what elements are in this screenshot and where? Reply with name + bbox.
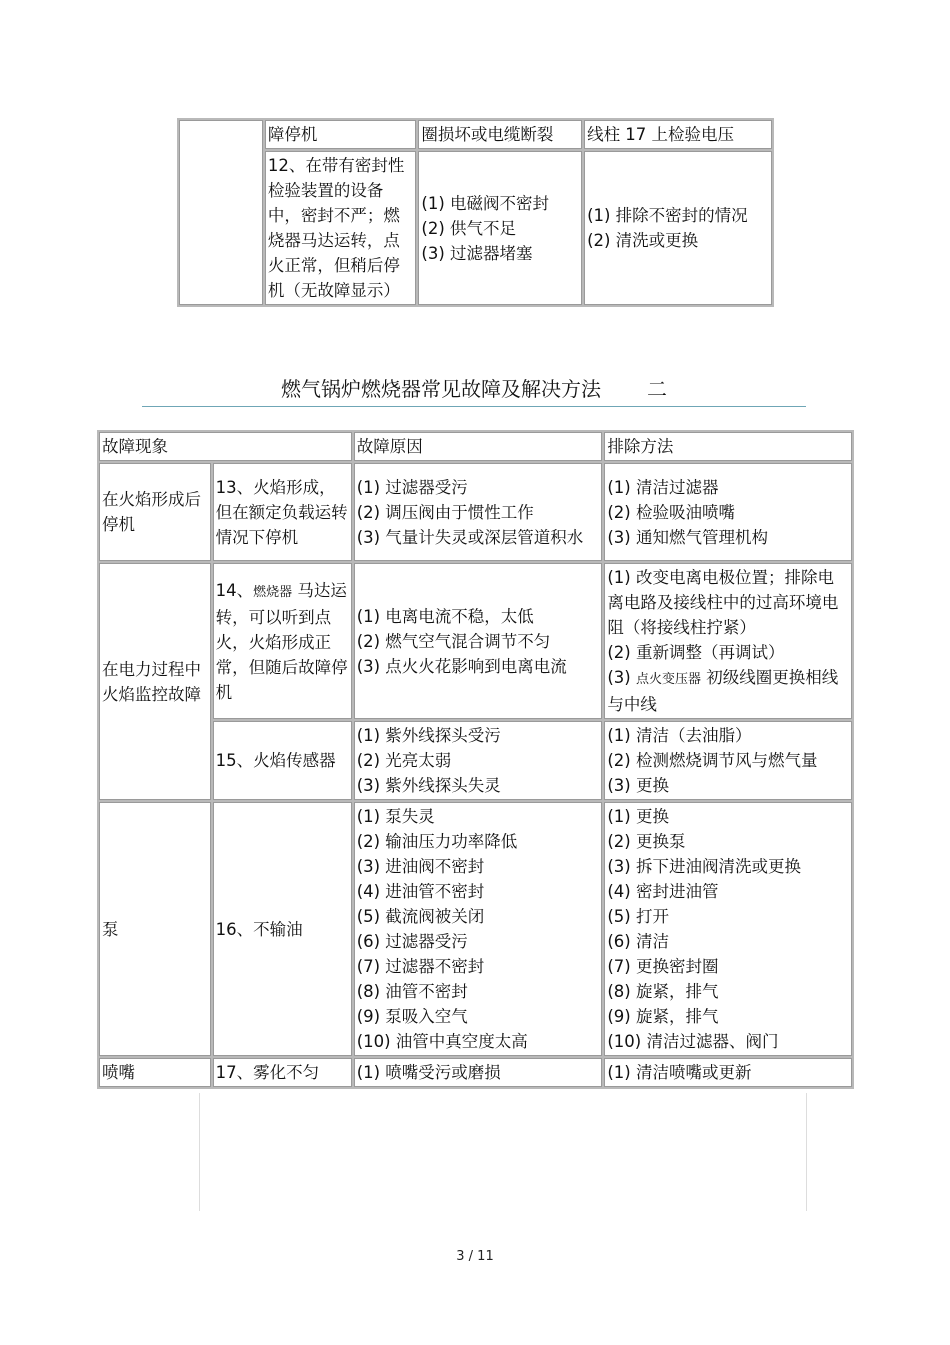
cause-item: (3) 紫外线探头失灵 xyxy=(356,776,501,795)
section-title-suffix: 二 xyxy=(647,377,667,401)
symptom-cell: 17、雾化不匀 xyxy=(213,1058,352,1087)
fix-cell xyxy=(584,151,772,305)
cause-item: (9) 泵吸入空气 xyxy=(356,1007,468,1026)
table-row xyxy=(179,120,772,149)
fix-cell xyxy=(604,463,852,561)
top-fault-table xyxy=(177,118,774,307)
cause-item: (4) 进油管不密封 xyxy=(356,882,485,901)
item-number: 14、 xyxy=(215,580,254,600)
fix-item: (2) 重新调整（再调试） xyxy=(607,643,785,662)
category-cell: 在电力过程中火焰监控故障 xyxy=(99,563,211,800)
fix-cell xyxy=(604,1058,852,1087)
section-title-text: 燃气锅炉燃烧器常见故障及解决方法 xyxy=(281,377,601,401)
divider xyxy=(199,1093,200,1211)
cause-item: (6) 过滤器受污 xyxy=(356,932,468,951)
fix-item: (1) 清洁（去油脂） xyxy=(607,726,752,745)
symptom-cell: 12、在带有密封性检验装置的设备中，密封不严；燃烧器马达运转，点火正常，但稍后停机（无故障显示） xyxy=(265,151,417,305)
table-row xyxy=(99,1058,852,1087)
cause-item: (8) 油管不密封 xyxy=(356,982,468,1001)
fix-item: (3) 更换 xyxy=(607,776,669,795)
header-fix: 排除方法 xyxy=(604,432,852,461)
cause-cell xyxy=(354,802,603,1056)
fix-item: (4) 密封进油管 xyxy=(607,882,719,901)
cause-item: (1) 紫外线探头受污 xyxy=(356,726,501,745)
symptom-cell: 15、火焰传感器 xyxy=(213,721,352,800)
page-number: 3 / 11 xyxy=(456,1249,494,1264)
item-term: 燃烧器 xyxy=(253,584,293,600)
symptom-cell xyxy=(213,563,352,719)
fix-item: (8) 旋紧，排气 xyxy=(607,982,719,1001)
cause-item: (2) 光亮太弱 xyxy=(356,751,452,770)
table-row xyxy=(99,463,852,561)
symptom-cell: 16、不输油 xyxy=(213,802,352,1056)
cause-item: (1) 泵失灵 xyxy=(356,807,435,826)
fix-cell xyxy=(604,563,852,719)
fix-item: (3) 拆下进油阀清洗或更换 xyxy=(607,857,801,876)
cause-cell xyxy=(418,151,582,305)
header-symptom: 故障现象 xyxy=(99,432,352,461)
header-cause: 故障原因 xyxy=(354,432,603,461)
fix-item: (2) 更换泵 xyxy=(607,832,686,851)
fix-item: (1) 清洁喷嘴或更新 xyxy=(607,1063,752,1082)
cause-item: (7) 过滤器不密封 xyxy=(356,957,485,976)
category-cell: 喷嘴 xyxy=(99,1058,211,1087)
divider xyxy=(806,1093,807,1211)
table-header-row xyxy=(99,432,852,461)
fix-cell xyxy=(604,802,852,1056)
cause-item: (3) 过滤器堵塞 xyxy=(421,243,533,263)
cause-cell xyxy=(354,1058,603,1087)
fix-cell xyxy=(604,721,852,800)
cause-item: (1) 电离电流不稳，太低 xyxy=(356,606,534,626)
fix-item: (1) 清洁过滤器 xyxy=(607,477,719,497)
cause-item: (3) 气量计失灵或深层管道积水 xyxy=(356,527,584,547)
cause-item: (2) 调压阀由于惯性工作 xyxy=(356,502,534,522)
fix-item: (9) 旋紧，排气 xyxy=(607,1007,719,1026)
cause-item: (2) 供气不足 xyxy=(421,218,517,238)
table-row xyxy=(99,802,852,1056)
category-cell: 在火焰形成后停机 xyxy=(99,463,211,561)
cause-cell: 圈损坏或电缆断裂 xyxy=(418,120,582,149)
cause-cell xyxy=(354,721,603,800)
cause-item: (10) 油管中真空度太高 xyxy=(356,1032,528,1051)
category-cell: 泵 xyxy=(99,802,211,1056)
fix-item: (2) 检测燃烧调节风与燃气量 xyxy=(607,751,818,770)
fix-item: (2) 检验吸油喷嘴 xyxy=(607,502,735,522)
section-title xyxy=(142,372,806,407)
symptom-cell: 13、火焰形成，但在额定负载运转情况下停机 xyxy=(213,463,352,561)
cause-cell xyxy=(354,563,603,719)
fix-item: (6) 清洁 xyxy=(607,932,669,951)
table-row xyxy=(99,721,852,800)
fix-item: (2) 清洗或更换 xyxy=(587,231,699,250)
cause-item: (5) 截流阀被关闭 xyxy=(356,907,485,926)
empty-category-cell xyxy=(179,120,263,305)
cause-item: (3) 进油阀不密封 xyxy=(356,857,485,876)
fix-item: (1) 改变电离电极位置；排除电离电路及接线柱中的过高环境电阻（将接线柱拧紧） xyxy=(607,568,839,637)
fix-item-text: 初级线圈更换相线与中线 xyxy=(607,668,839,714)
fix-item xyxy=(607,665,849,717)
fix-item: (7) 更换密封圈 xyxy=(607,957,719,976)
fix-item: (3) 通知燃气管理机构 xyxy=(607,527,768,547)
cause-item: (1) 过滤器受污 xyxy=(356,477,468,497)
fix-item-number: (3) xyxy=(607,668,636,687)
cause-cell xyxy=(354,463,603,561)
cause-item: (2) 燃气空气混合调节不匀 xyxy=(356,631,551,651)
cause-item: (2) 输油压力功率降低 xyxy=(356,832,518,851)
fix-item: (1) 更换 xyxy=(607,807,669,826)
cause-item: (1) 电磁阀不密封 xyxy=(421,193,550,213)
table-row xyxy=(99,563,852,719)
main-fault-table xyxy=(97,430,854,1089)
fix-item: (1) 排除不密封的情况 xyxy=(587,206,748,225)
table-row xyxy=(179,151,772,305)
fix-item: (10) 清洁过滤器、阀门 xyxy=(607,1032,779,1051)
cause-item: (1) 喷嘴受污或磨损 xyxy=(356,1063,501,1082)
fix-item: (5) 打开 xyxy=(607,907,669,926)
item-text: 马达运转，可以听到点火，火焰形成正常，但随后故障停机 xyxy=(215,580,348,702)
fix-cell: 线柱 17 上检验电压 xyxy=(584,120,772,149)
cause-item: (3) 点火火花影响到电离电流 xyxy=(356,656,567,676)
fix-item-term: 点火变压器 xyxy=(635,672,701,687)
symptom-cell: 障停机 xyxy=(265,120,417,149)
